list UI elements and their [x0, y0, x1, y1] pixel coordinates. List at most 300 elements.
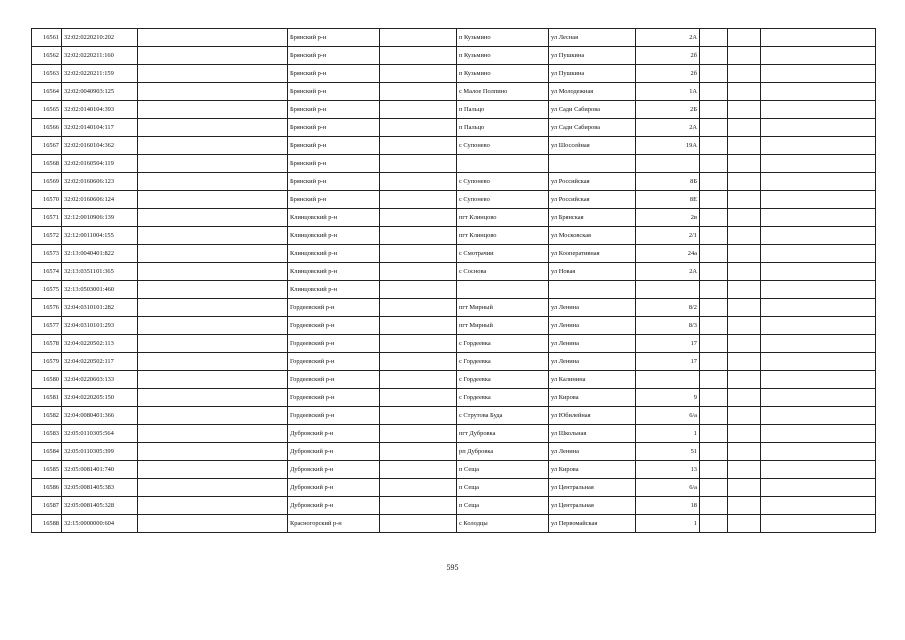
empty-cell [138, 119, 288, 137]
table-row [32, 119, 876, 137]
empty-cell [380, 335, 457, 353]
empty-cell [700, 425, 728, 443]
street-cell: ул Центральная [549, 479, 636, 497]
empty-cell [380, 137, 457, 155]
empty-cell [728, 83, 761, 101]
empty-cell [700, 65, 728, 83]
empty-cell [728, 371, 761, 389]
empty-cell [761, 461, 876, 479]
empty-cell [728, 317, 761, 335]
district-cell: Брянский р-н [288, 119, 380, 137]
table-row [32, 515, 876, 533]
street-cell [549, 281, 636, 299]
registry-table [31, 28, 876, 533]
house-number-cell: 1 [636, 515, 700, 533]
locality-cell: с Гордеевка [457, 389, 549, 407]
empty-cell [728, 227, 761, 245]
empty-cell [761, 245, 876, 263]
row-number-cell: 16583 [32, 425, 62, 443]
house-number-cell: 2/1 [636, 227, 700, 245]
empty-cell [700, 371, 728, 389]
street-cell: ул Кирова [549, 389, 636, 407]
cadastral-number-cell: 32:02:0040903:125 [62, 83, 138, 101]
empty-cell [380, 209, 457, 227]
cadastral-number-cell: 32:12:0011004:155 [62, 227, 138, 245]
street-cell: ул Лесная [549, 29, 636, 47]
district-cell: Дубровский р-н [288, 425, 380, 443]
cadastral-number-cell: 32:04:0220603:133 [62, 371, 138, 389]
empty-cell [380, 371, 457, 389]
street-cell: ул Калинина [549, 371, 636, 389]
empty-cell [380, 29, 457, 47]
locality-cell: рп Дубровка [457, 443, 549, 461]
locality-cell: с Супонево [457, 173, 549, 191]
empty-cell [700, 353, 728, 371]
row-number-cell: 16570 [32, 191, 62, 209]
empty-cell [761, 371, 876, 389]
empty-cell [761, 209, 876, 227]
street-cell: ул Сади Сабирова [549, 119, 636, 137]
street-cell: ул Московская [549, 227, 636, 245]
street-cell: ул Пушкина [549, 47, 636, 65]
cadastral-number-cell: 32:05:0081401:740 [62, 461, 138, 479]
house-number-cell: 9 [636, 389, 700, 407]
empty-cell [761, 479, 876, 497]
house-number-cell: 2А [636, 29, 700, 47]
locality-cell: с Гордеевка [457, 335, 549, 353]
table-row [32, 299, 876, 317]
empty-cell [138, 425, 288, 443]
empty-cell [761, 353, 876, 371]
street-cell: ул Кооперативная [549, 245, 636, 263]
street-cell: ул Российская [549, 173, 636, 191]
empty-cell [380, 389, 457, 407]
table-row [32, 497, 876, 515]
empty-cell [761, 101, 876, 119]
cadastral-number-cell: 32:04:0220502:117 [62, 353, 138, 371]
empty-cell [728, 461, 761, 479]
empty-cell [728, 389, 761, 407]
row-number-cell: 16565 [32, 101, 62, 119]
district-cell: Дубровский р-н [288, 479, 380, 497]
cadastral-number-cell: 32:02:0140104:393 [62, 101, 138, 119]
empty-cell [380, 173, 457, 191]
locality-cell: п Сеща [457, 479, 549, 497]
locality-cell: п Кузьмино [457, 29, 549, 47]
house-number-cell: 2б [636, 47, 700, 65]
district-cell: Гордеевский р-н [288, 389, 380, 407]
street-cell: ул Пушкина [549, 65, 636, 83]
empty-cell [761, 317, 876, 335]
row-number-cell: 16586 [32, 479, 62, 497]
street-cell: ул Ленина [549, 317, 636, 335]
empty-cell [728, 173, 761, 191]
locality-cell: с Струтова Буда [457, 407, 549, 425]
row-number-cell: 16569 [32, 173, 62, 191]
empty-cell [138, 101, 288, 119]
empty-cell [700, 101, 728, 119]
empty-cell [728, 191, 761, 209]
empty-cell [761, 335, 876, 353]
empty-cell [138, 47, 288, 65]
empty-cell [700, 335, 728, 353]
table-row [32, 461, 876, 479]
table-row [32, 371, 876, 389]
empty-cell [761, 389, 876, 407]
empty-cell [380, 299, 457, 317]
empty-cell [728, 299, 761, 317]
district-cell: Гордеевский р-н [288, 335, 380, 353]
row-number-cell: 16585 [32, 461, 62, 479]
house-number-cell: 18 [636, 497, 700, 515]
cadastral-number-cell: 32:05:0081405:328 [62, 497, 138, 515]
table-row [32, 479, 876, 497]
locality-cell: пгт Мирный [457, 317, 549, 335]
locality-cell: с Колодцы [457, 515, 549, 533]
district-cell: Брянский р-н [288, 47, 380, 65]
locality-cell: с Гордеевка [457, 371, 549, 389]
house-number-cell: 17 [636, 353, 700, 371]
empty-cell [761, 155, 876, 173]
house-number-cell: 6/а [636, 407, 700, 425]
district-cell: Гордеевский р-н [288, 317, 380, 335]
row-number-cell: 16563 [32, 65, 62, 83]
row-number-cell: 16582 [32, 407, 62, 425]
empty-cell [700, 281, 728, 299]
empty-cell [761, 119, 876, 137]
row-number-cell: 16584 [32, 443, 62, 461]
table-row [32, 407, 876, 425]
cadastral-number-cell: 32:04:0220502:113 [62, 335, 138, 353]
empty-cell [700, 407, 728, 425]
house-number-cell: 8/3 [636, 317, 700, 335]
empty-cell [138, 497, 288, 515]
empty-cell [700, 83, 728, 101]
district-cell: Брянский р-н [288, 173, 380, 191]
cadastral-number-cell: 32:04:0310101:282 [62, 299, 138, 317]
empty-cell [761, 227, 876, 245]
house-number-cell: 2Б [636, 101, 700, 119]
row-number-cell: 16562 [32, 47, 62, 65]
district-cell: Дубровский р-н [288, 443, 380, 461]
empty-cell [761, 47, 876, 65]
row-number-cell: 16577 [32, 317, 62, 335]
empty-cell [700, 137, 728, 155]
empty-cell [700, 29, 728, 47]
empty-cell [380, 353, 457, 371]
empty-cell [761, 191, 876, 209]
district-cell: Брянский р-н [288, 29, 380, 47]
empty-cell [380, 101, 457, 119]
district-cell: Дубровский р-н [288, 461, 380, 479]
cadastral-number-cell: 32:15:0000000:604 [62, 515, 138, 533]
empty-cell [380, 497, 457, 515]
district-cell: Брянский р-н [288, 101, 380, 119]
house-number-cell: 8Б [636, 173, 700, 191]
empty-cell [728, 497, 761, 515]
cadastral-number-cell: 32:13:0351101:365 [62, 263, 138, 281]
district-cell: Брянский р-н [288, 65, 380, 83]
empty-cell [138, 335, 288, 353]
empty-cell [138, 227, 288, 245]
empty-cell [138, 515, 288, 533]
empty-cell [138, 443, 288, 461]
table-row [32, 101, 876, 119]
locality-cell: п Пальцо [457, 119, 549, 137]
house-number-cell: 2б [636, 65, 700, 83]
empty-cell [138, 83, 288, 101]
empty-cell [138, 389, 288, 407]
cadastral-number-cell: 32:04:0310101:293 [62, 317, 138, 335]
locality-cell [457, 281, 549, 299]
empty-cell [380, 425, 457, 443]
empty-cell [380, 461, 457, 479]
empty-cell [761, 83, 876, 101]
house-number-cell: 8Е [636, 191, 700, 209]
street-cell: ул Центральная [549, 497, 636, 515]
row-number-cell: 16575 [32, 281, 62, 299]
empty-cell [380, 443, 457, 461]
district-cell: Гордеевский р-н [288, 371, 380, 389]
street-cell: ул Ленина [549, 353, 636, 371]
empty-cell [761, 29, 876, 47]
table-row [32, 227, 876, 245]
empty-cell [700, 515, 728, 533]
cadastral-number-cell: 32:02:0220210:202 [62, 29, 138, 47]
empty-cell [380, 65, 457, 83]
cadastral-number-cell: 32:02:0160504:119 [62, 155, 138, 173]
empty-cell [380, 263, 457, 281]
empty-cell [700, 461, 728, 479]
row-number-cell: 16587 [32, 497, 62, 515]
empty-cell [700, 173, 728, 191]
cadastral-number-cell: 32:12:0010906:139 [62, 209, 138, 227]
locality-cell [457, 155, 549, 173]
cadastral-number-cell: 32:04:0220205:150 [62, 389, 138, 407]
empty-cell [138, 173, 288, 191]
house-number-cell: 2А [636, 263, 700, 281]
district-cell: Гордеевский р-н [288, 353, 380, 371]
cadastral-number-cell: 32:05:0081405:383 [62, 479, 138, 497]
locality-cell: пгт Дубровка [457, 425, 549, 443]
row-number-cell: 16576 [32, 299, 62, 317]
empty-cell [728, 515, 761, 533]
table-row [32, 443, 876, 461]
table-row [32, 191, 876, 209]
empty-cell [728, 155, 761, 173]
cadastral-number-cell: 32:05:0110305:564 [62, 425, 138, 443]
locality-cell: п Сеща [457, 461, 549, 479]
locality-cell: пгт Клинцово [457, 209, 549, 227]
house-number-cell [636, 371, 700, 389]
empty-cell [761, 443, 876, 461]
empty-cell [728, 137, 761, 155]
row-number-cell: 16579 [32, 353, 62, 371]
district-cell: Клинцовский р-н [288, 245, 380, 263]
house-number-cell: 1А [636, 83, 700, 101]
empty-cell [728, 29, 761, 47]
empty-cell [761, 65, 876, 83]
cadastral-number-cell: 32:02:0160606:124 [62, 191, 138, 209]
empty-cell [728, 263, 761, 281]
row-number-cell: 16580 [32, 371, 62, 389]
street-cell: ул Шоссейная [549, 137, 636, 155]
locality-cell: п Кузьмино [457, 47, 549, 65]
row-number-cell: 16566 [32, 119, 62, 137]
empty-cell [761, 407, 876, 425]
empty-cell [761, 263, 876, 281]
district-cell: Клинцовский р-н [288, 227, 380, 245]
empty-cell [728, 209, 761, 227]
table-row [32, 389, 876, 407]
row-number-cell: 16564 [32, 83, 62, 101]
street-cell: ул Ленина [549, 335, 636, 353]
empty-cell [700, 47, 728, 65]
empty-cell [728, 119, 761, 137]
table-row [32, 155, 876, 173]
cadastral-number-cell: 32:13:0503001:460 [62, 281, 138, 299]
locality-cell: с Соснова [457, 263, 549, 281]
empty-cell [380, 317, 457, 335]
empty-cell [700, 119, 728, 137]
street-cell: ул Ленина [549, 299, 636, 317]
empty-cell [380, 119, 457, 137]
cadastral-number-cell: 32:02:0140104:117 [62, 119, 138, 137]
district-cell: Брянский р-н [288, 155, 380, 173]
empty-cell [380, 191, 457, 209]
locality-cell: п Кузьмино [457, 65, 549, 83]
locality-cell: с Гордеевка [457, 353, 549, 371]
row-number-cell: 16567 [32, 137, 62, 155]
empty-cell [380, 245, 457, 263]
table-row [32, 65, 876, 83]
empty-cell [138, 191, 288, 209]
empty-cell [138, 353, 288, 371]
empty-cell [700, 245, 728, 263]
house-number-cell: 2в [636, 209, 700, 227]
house-number-cell: 19А [636, 137, 700, 155]
page-number: 595 [446, 563, 459, 572]
empty-cell [761, 281, 876, 299]
empty-cell [728, 281, 761, 299]
table-row [32, 83, 876, 101]
empty-cell [138, 407, 288, 425]
empty-cell [380, 515, 457, 533]
district-cell: Гордеевский р-н [288, 299, 380, 317]
row-number-cell: 16571 [32, 209, 62, 227]
cadastral-number-cell: 32:13:0040401:822 [62, 245, 138, 263]
table-row [32, 209, 876, 227]
locality-cell: с Смотрачии [457, 245, 549, 263]
registry-table-body [32, 29, 876, 533]
row-number-cell: 16578 [32, 335, 62, 353]
district-cell: Брянский р-н [288, 83, 380, 101]
empty-cell [380, 155, 457, 173]
empty-cell [728, 479, 761, 497]
house-number-cell: 51 [636, 443, 700, 461]
empty-cell [728, 47, 761, 65]
empty-cell [700, 299, 728, 317]
house-number-cell: 8/2 [636, 299, 700, 317]
empty-cell [728, 65, 761, 83]
house-number-cell: 13 [636, 461, 700, 479]
cadastral-number-cell: 32:02:0220211:160 [62, 47, 138, 65]
empty-cell [728, 335, 761, 353]
empty-cell [700, 389, 728, 407]
row-number-cell: 16568 [32, 155, 62, 173]
empty-cell [761, 299, 876, 317]
empty-cell [380, 83, 457, 101]
empty-cell [700, 227, 728, 245]
row-number-cell: 16581 [32, 389, 62, 407]
empty-cell [761, 515, 876, 533]
district-cell: Клинцовский р-н [288, 281, 380, 299]
table-row [32, 47, 876, 65]
district-cell: Брянский р-н [288, 137, 380, 155]
street-cell: ул Новая [549, 263, 636, 281]
house-number-cell: 6/а [636, 479, 700, 497]
row-number-cell: 16572 [32, 227, 62, 245]
empty-cell [728, 407, 761, 425]
street-cell: ул Брянская [549, 209, 636, 227]
empty-cell [728, 245, 761, 263]
empty-cell [700, 497, 728, 515]
street-cell: ул Ленина [549, 443, 636, 461]
table-row [32, 317, 876, 335]
empty-cell [138, 137, 288, 155]
empty-cell [761, 497, 876, 515]
empty-cell [761, 173, 876, 191]
district-cell: Гордеевский р-н [288, 407, 380, 425]
table-row [32, 137, 876, 155]
district-cell: Клинцовский р-н [288, 263, 380, 281]
locality-cell: пгт Мирный [457, 299, 549, 317]
table-row [32, 353, 876, 371]
empty-cell [700, 155, 728, 173]
table-row [32, 425, 876, 443]
empty-cell [380, 479, 457, 497]
house-number-cell: 24а [636, 245, 700, 263]
cadastral-number-cell: 32:02:0160606:123 [62, 173, 138, 191]
empty-cell [138, 299, 288, 317]
house-number-cell: 2А [636, 119, 700, 137]
cadastral-number-cell: 32:02:0160104:362 [62, 137, 138, 155]
street-cell: ул Юбилейная [549, 407, 636, 425]
district-cell: Клинцовский р-н [288, 209, 380, 227]
empty-cell [700, 263, 728, 281]
locality-cell: с Супонево [457, 191, 549, 209]
table-row [32, 281, 876, 299]
table-row [32, 29, 876, 47]
district-cell: Дубровский р-н [288, 497, 380, 515]
district-cell: Брянский р-н [288, 191, 380, 209]
table-row [32, 173, 876, 191]
empty-cell [138, 155, 288, 173]
empty-cell [138, 209, 288, 227]
house-number-cell [636, 281, 700, 299]
empty-cell [728, 425, 761, 443]
empty-cell [138, 245, 288, 263]
house-number-cell: 17 [636, 335, 700, 353]
cadastral-number-cell: 32:04:0080401:366 [62, 407, 138, 425]
empty-cell [700, 479, 728, 497]
table-row [32, 335, 876, 353]
empty-cell [380, 281, 457, 299]
empty-cell [138, 29, 288, 47]
district-cell: Красногорский р-н [288, 515, 380, 533]
empty-cell [138, 461, 288, 479]
street-cell [549, 155, 636, 173]
